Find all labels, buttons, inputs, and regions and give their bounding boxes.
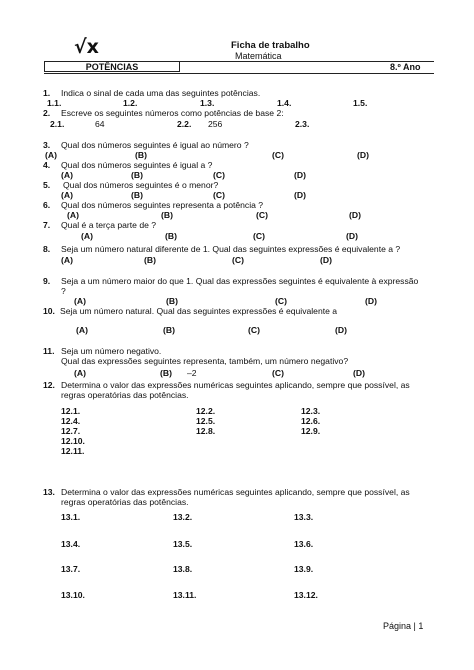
item-label: 4.	[43, 160, 51, 170]
item-label: (A)	[81, 231, 93, 241]
item-label: (B)	[131, 170, 143, 180]
item-label: 1.4.	[277, 98, 292, 108]
item-label: (B)	[131, 190, 143, 200]
item-label: (D)	[294, 170, 306, 180]
item-label: 13.4.	[61, 539, 81, 549]
item-text: Seja um número natural diferente de 1. Qual das seguintes expressões é equivalente a ?	[61, 244, 401, 254]
item-label: 2.	[43, 108, 51, 118]
item-text: Determina o valor das expressões numéricas seguintes aplicando, sempre que possível, as	[61, 487, 410, 497]
item-label: 1.1.	[47, 98, 62, 108]
item-label: 13.11.	[173, 590, 197, 600]
item-text: Seja um número negativo.	[61, 346, 162, 356]
item-label: (A)	[76, 325, 88, 335]
item-label: (D)	[335, 325, 347, 335]
item-label: (C)	[232, 255, 244, 265]
item-label: (A)	[61, 255, 73, 265]
item-label: 12.8.	[196, 426, 216, 436]
item-text: 64	[95, 119, 105, 129]
item-label: (B)	[160, 368, 172, 378]
item-text: –2	[187, 368, 197, 378]
item-text: Indica o sinal de cada uma das seguintes potências.	[61, 88, 261, 98]
item-label: (A)	[74, 368, 86, 378]
item-label: 2.1.	[50, 119, 65, 129]
item-label: 13.7.	[61, 564, 81, 574]
item-text: Qual é a terça parte de ?	[61, 220, 157, 230]
item-label: 1.	[43, 88, 51, 98]
item-label: (A)	[67, 210, 79, 220]
item-text: Escreve os seguintes números como potências de base 2:	[61, 108, 284, 118]
item-label: 1.2.	[123, 98, 138, 108]
item-label: (C)	[256, 210, 268, 220]
item-label: 1.5.	[353, 98, 368, 108]
item-label: (D)	[349, 210, 361, 220]
item-label: 12.10.	[61, 436, 85, 446]
subject-label: Matemática	[235, 51, 282, 61]
item-label: 12.11.	[61, 446, 85, 456]
item-label: 1.3.	[200, 98, 215, 108]
item-label: (B)	[163, 325, 175, 335]
item-label: 12.9.	[301, 426, 321, 436]
item-label: (C)	[272, 150, 284, 160]
item-label: (A)	[61, 170, 73, 180]
item-text: Seja um número natural. Qual das seguintes expressões é equivalente a	[60, 306, 338, 316]
item-label: 13.	[43, 487, 55, 497]
item-label: 7.	[43, 220, 51, 230]
item-label: 9.	[43, 276, 51, 286]
item-label: 12.7.	[61, 426, 81, 436]
item-label: 12.2.	[196, 406, 216, 416]
item-label: (B)	[165, 231, 177, 241]
item-label: (A)	[45, 150, 57, 160]
item-text: Qual dos números seguintes é igual a ?	[61, 160, 213, 170]
item-label: (C)	[248, 325, 260, 335]
item-label: (A)	[74, 296, 86, 306]
item-label: 8.	[43, 244, 51, 254]
item-label: 2.3.	[295, 119, 310, 129]
item-label: 13.1.	[61, 512, 81, 522]
item-text: regras operatórias das potências.	[61, 390, 189, 400]
worksheet-title: Ficha de trabalho	[231, 40, 310, 51]
page-number: Página | 1	[383, 621, 424, 631]
item-label: (D)	[353, 368, 365, 378]
item-label: 13.9.	[294, 564, 314, 574]
item-label: (A)	[61, 190, 73, 200]
item-text: ?	[61, 286, 66, 296]
theme-label: POTÊNCIAS	[44, 61, 180, 72]
item-label: 12.6.	[301, 416, 321, 426]
item-label: 12.5.	[196, 416, 216, 426]
item-label: 13.3.	[294, 512, 314, 522]
math-logo-icon: √x	[74, 36, 99, 58]
item-label: (B)	[135, 150, 147, 160]
item-label: 12.4.	[61, 416, 81, 426]
item-label: 12.1.	[61, 406, 81, 416]
item-text: Qual das expressões seguintes representa, também, um número negativo?	[61, 356, 349, 366]
item-label: 12.	[43, 380, 55, 390]
item-label: (D)	[320, 255, 332, 265]
item-label: (B)	[144, 255, 156, 265]
item-text: Qual dos números seguintes representa a potência ?	[61, 200, 264, 210]
item-label: (D)	[294, 190, 306, 200]
item-label: 13.6.	[294, 539, 314, 549]
item-label: 3.	[43, 140, 51, 150]
item-label: (C)	[275, 296, 287, 306]
item-label: 13.10.	[61, 590, 85, 600]
item-label: (C)	[272, 368, 284, 378]
item-label: 13.5.	[173, 539, 193, 549]
item-label: (D)	[357, 150, 369, 160]
item-label: 13.2.	[173, 512, 193, 522]
item-label: (B)	[161, 210, 173, 220]
item-label: (D)	[365, 296, 377, 306]
item-label: 12.3.	[301, 406, 321, 416]
item-label: 5.	[43, 180, 51, 190]
item-text: Qual dos números seguintes é igual ao número ?	[61, 140, 249, 150]
item-label: (C)	[213, 190, 225, 200]
item-label: (C)	[253, 231, 265, 241]
item-text: Determina o valor das expressões numéricas seguintes aplicando, sempre que possível, as	[61, 380, 410, 390]
item-label: 11.	[43, 346, 55, 356]
item-label: 10.	[43, 306, 55, 316]
item-label: 2.2.	[177, 119, 192, 129]
item-text: Seja a um número maior do que 1. Qual das expressões seguintes é equivalente à expressão	[61, 276, 419, 286]
item-label: 6.	[43, 200, 51, 210]
item-label: 13.12.	[294, 590, 318, 600]
item-text: 256	[208, 119, 223, 129]
item-text: Qual dos números seguintes é o menor?	[63, 180, 219, 190]
item-label: 13.8.	[173, 564, 193, 574]
grade-label: 8.º Ano	[390, 62, 421, 72]
item-label: (C)	[213, 170, 225, 180]
item-label: (D)	[346, 231, 358, 241]
item-text: regras operatórias das potências.	[61, 497, 189, 507]
item-label: (B)	[166, 296, 178, 306]
